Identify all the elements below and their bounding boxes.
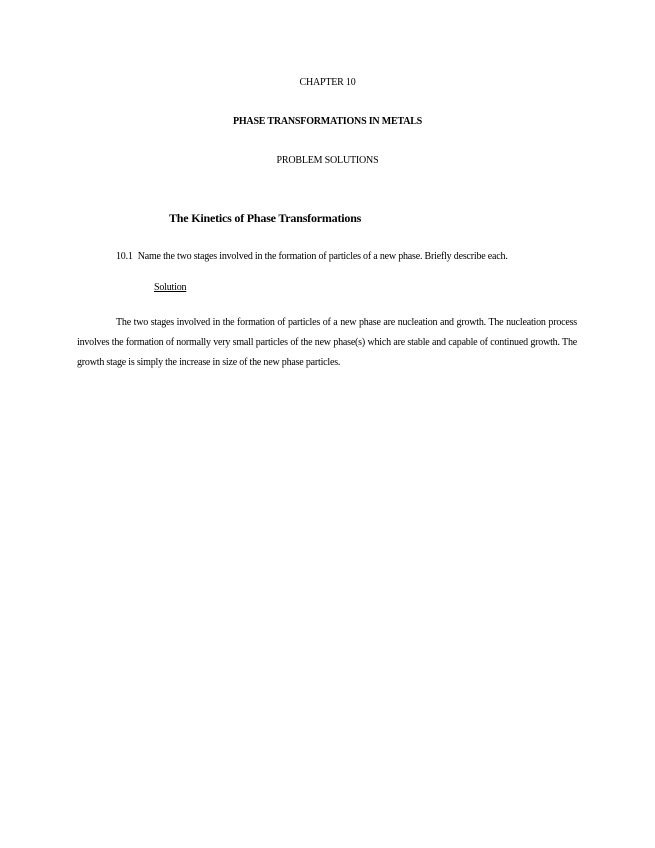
chapter-subtitle: PROBLEM SOLUTIONS <box>276 155 379 166</box>
question <box>116 251 508 263</box>
question-text: Name the two stages involved in the formation of particles of a new phase. Briefly describe each. <box>137 251 508 262</box>
chapter-title: PHASE TRANSFORMATIONS IN METALS <box>232 116 423 127</box>
chapter-label: CHAPTER 10 <box>299 77 356 88</box>
question-number: 10.1 <box>116 251 133 262</box>
solution-label: Solution <box>154 282 187 293</box>
solution-text: The two stages involved in the formation of particles of a new phase are nucleation and growth. The nucleation process involves the formation of normally very small particles of the new phase(s) which are stable and capable of continued growth. The growth stage is simply the increase in size of the new phase particles. <box>77 317 577 368</box>
section-heading: The Kinetics of Phase Transformations <box>169 211 362 225</box>
